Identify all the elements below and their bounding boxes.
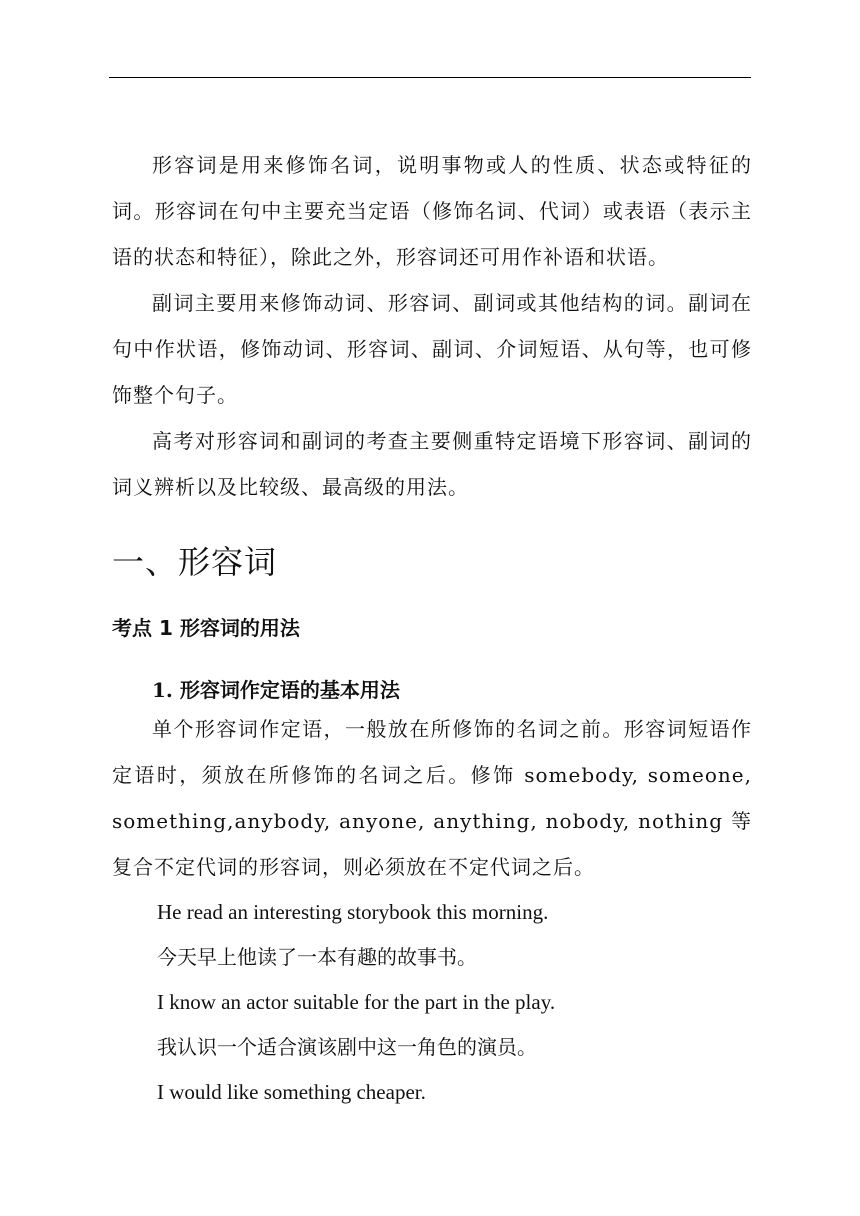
section-heading-adjective: 一、形容词 [112,543,278,581]
example-sentence-english-3: I would like something cheaper. [157,1080,426,1104]
example-sentence-chinese-1: 今天早上他读了一本有趣的故事书。 [157,945,477,969]
intro-paragraph-adverb: 副词主要用来修饰动词、形容词、副词或其他结构的词。副词在句中作状语，修饰动词、形容词、副词、介词短语、从句等，也可修饰整个句子。 [112,291,752,407]
document-body [112,142,752,1115]
attributive-usage-body: 单个形容词作定语，一般放在所修饰的名词之前。形容词短语作定语时，须放在所修饰的名词之后。修饰 somebody, someone, something,anybody, anyone, anything, nobody, nothing 等复合不定代词的形容词，则必须放在不定代词之后。 [112,717,752,879]
intro-paragraph-adjective: 形容词是用来修饰名词，说明事物或人的性质、状态或特征的词。形容词在句中主要充当定语（修饰名词、代词）或表语（表示主语的状态和特征），除此之外，形容词还可用作补语和状语。 [112,153,752,269]
example-sentence-english-1: He read an interesting storybook this morning. [157,900,549,924]
header-rule [109,77,751,78]
example-sentence-chinese-2: 我认识一个适合演该剧中这一角色的演员。 [157,1035,537,1059]
intro-paragraph-exam-focus: 高考对形容词和副词的考查主要侧重特定语境下形容词、副词的词义辨析以及比较级、最高级的用法。 [112,429,752,499]
point-heading-adjective-usage: 考点 1 形容词的用法 [112,616,300,640]
subheading-attributive-usage: 1. 形容词作定语的基本用法 [152,678,400,702]
example-sentence-english-2: I know an actor suitable for the part in the play. [157,990,556,1014]
